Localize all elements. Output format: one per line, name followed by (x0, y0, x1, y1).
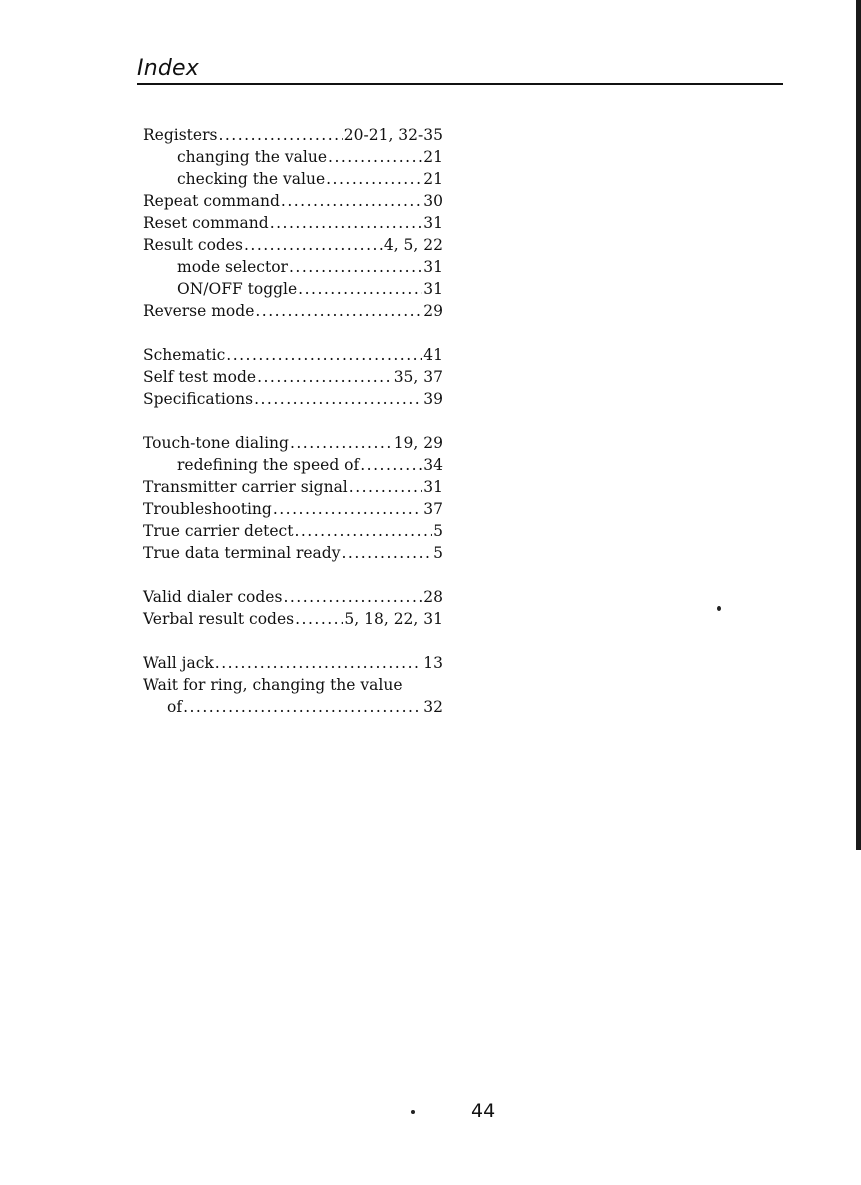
index-entry (143, 434, 443, 456)
index-term: Result codes (143, 236, 243, 254)
index-term: Repeat command (143, 192, 280, 210)
index-term: mode selector (177, 258, 288, 276)
index-entry (143, 588, 443, 610)
dot-leader (298, 280, 422, 298)
dot-leader (283, 588, 422, 606)
index-subentry (143, 456, 443, 478)
index-group (143, 588, 443, 632)
index-subentry (143, 280, 443, 302)
index-page-refs: 32 (423, 698, 443, 716)
dot-leader (295, 610, 343, 628)
dot-leader (254, 390, 422, 408)
index-entry (143, 126, 443, 148)
dot-leader (360, 456, 422, 474)
index-group (143, 434, 443, 566)
title-rule (137, 83, 783, 85)
index-page-refs: 28 (423, 588, 443, 606)
index-term: Schematic (143, 346, 226, 364)
index-term: True carrier detect (143, 522, 294, 540)
index-group (143, 126, 443, 324)
dot-leader (341, 544, 432, 562)
dot-leader (218, 126, 342, 144)
index-entry (143, 544, 443, 566)
index-term: Reverse mode (143, 302, 255, 320)
index-term: Reset command (143, 214, 269, 232)
index-term: ON/OFF toggle (177, 280, 298, 298)
page-title: Index (137, 56, 199, 81)
dot-leader (270, 214, 423, 232)
dot-leader (273, 500, 422, 518)
index-term: True data terminal ready (143, 544, 341, 562)
scan-speck (411, 1110, 415, 1114)
index-page-refs: 30 (423, 192, 443, 210)
index-term: Verbal result codes (143, 610, 295, 628)
page-number: 44 (471, 1100, 496, 1122)
dot-leader (326, 170, 422, 188)
index-term: Troubleshooting (143, 500, 272, 518)
index-entry (143, 214, 443, 236)
index-term: Touch-tone dialing (143, 434, 289, 452)
index-entry (143, 610, 443, 632)
index-page-refs: 31 (423, 280, 443, 298)
index-term: Transmitter carrier signal (143, 478, 348, 496)
dot-leader (290, 434, 393, 452)
index-page-refs: 31 (423, 214, 443, 232)
index-list (143, 126, 443, 742)
index-entry (143, 390, 443, 412)
index-entry (143, 346, 443, 368)
index-page-refs: 29 (423, 302, 443, 320)
index-term: changing the value (177, 148, 328, 166)
index-page-refs: 31 (423, 478, 443, 496)
index-entry (143, 302, 443, 324)
index-page-refs: 5, 18, 22, 31 (344, 610, 443, 628)
index-page-refs: 19, 29 (393, 434, 443, 452)
index-term: Wait for ring, changing the value (143, 676, 403, 694)
dot-leader (257, 368, 393, 386)
index-entry (143, 236, 443, 258)
index-page-refs: 4, 5, 22 (383, 236, 443, 254)
index-term: Registers (143, 126, 218, 144)
index-group (143, 654, 443, 720)
index-page-refs: 37 (423, 500, 443, 518)
index-page-refs: 13 (423, 654, 443, 672)
index-entry (143, 192, 443, 214)
dot-leader (226, 346, 422, 364)
dot-leader (294, 522, 432, 540)
index-term: redefining the speed of (177, 456, 360, 474)
index-page-refs: 31 (423, 258, 443, 276)
index-entry (143, 500, 443, 522)
index-page-refs: 34 (423, 456, 443, 474)
scan-speck (717, 606, 721, 611)
index-entry (143, 676, 443, 698)
index-page-refs: 35, 37 (393, 368, 443, 386)
index-page-refs: 20-21, 32-35 (343, 126, 443, 144)
dot-leader (281, 192, 422, 210)
index-entry (143, 478, 443, 500)
index-entry (143, 654, 443, 676)
dot-leader (244, 236, 383, 254)
index-term: of (167, 698, 183, 716)
dot-leader (255, 302, 422, 320)
page-edge-border (856, 0, 861, 850)
index-term: Valid dialer codes (143, 588, 283, 606)
dot-leader (215, 654, 422, 672)
index-page-refs: 41 (423, 346, 443, 364)
index-term: Self test mode (143, 368, 257, 386)
index-page-refs: 5 (433, 544, 443, 562)
index-term: Specifications (143, 390, 254, 408)
index-page-refs: 5 (433, 522, 443, 540)
index-subentry (143, 170, 443, 192)
index-term: Wall jack (143, 654, 214, 672)
index-group (143, 346, 443, 412)
dot-leader (289, 258, 422, 276)
index-term: checking the value (177, 170, 326, 188)
dot-leader (183, 698, 422, 716)
dot-leader (328, 148, 422, 166)
index-subentry (143, 698, 443, 720)
index-page-refs: 21 (423, 170, 443, 188)
index-entry (143, 368, 443, 390)
index-subentry (143, 258, 443, 280)
index-page-refs: 21 (423, 148, 443, 166)
dot-leader (349, 478, 422, 496)
index-entry (143, 522, 443, 544)
index-page-refs: 39 (423, 390, 443, 408)
index-subentry (143, 148, 443, 170)
